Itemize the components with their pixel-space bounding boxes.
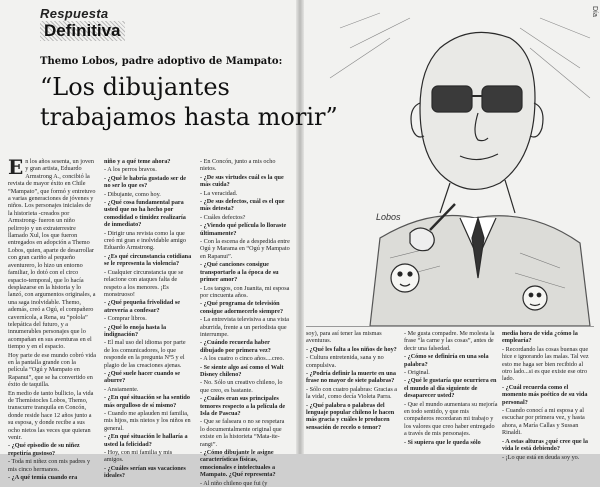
interview-answer: Hoy parte de ese mundo cobró vida en la pantalla grande con la película “Ogú y Mampato en Rapanui”, que se ha convertido en éxito de taquilla. [8, 351, 96, 389]
interview-answer: - Cuando me aplauden mi familia, mis hijos, mis nietos y los niños en general. [104, 410, 191, 432]
interview-question: - ¿Cómo se definiría en una sola palabra? [404, 353, 489, 368]
interview-question: - ¿En qué situación se ha sentido más orgulloso de sí mismo? [104, 394, 190, 409]
interview-question: - ¿Qué lo enoja hasta la indignación? [104, 323, 167, 338]
headline-line-2: trabajamos hasta morir” [40, 103, 338, 131]
interview-answer: - Dirigir una revista como la que creó mi gran e inolvidable amigo Eduardo Armstrong. [104, 229, 186, 252]
illustration-signature: Lobos [376, 212, 401, 222]
interview-question: - ¿De sus defectos, cuál es el que más detesta? [200, 198, 285, 213]
interview-answer: - Cuando conocí a mi esposa y al escuchar por primera vez, y hasta ahora, a María Callas y Sussan Rinaldi. [502, 407, 585, 437]
interview-answer: - Recordando las cosas buenas que hice e ignorando las malas. Tal vez esto me haga ser bien recibido al otro lado...si es que existe ese otro lado. [502, 345, 589, 383]
interview-question: - ¿Cuáles eran sus principales temores respecto a la película de Isla de Pascua? [200, 395, 286, 417]
interview-answer: - Dibujante, como hoy. [104, 190, 161, 198]
section-kicker [40, 6, 270, 41]
interview-question: - ¿Qué episodio de su niñez repetiría gustoso? [8, 442, 80, 457]
interview-question: - ¿Qué programa de televisión consigue adormecerlo siempre? [200, 300, 284, 315]
interview-answer: - A los cuatro o cinco años....creo. [200, 355, 285, 363]
interview-answer: - A los perros bravos. [104, 166, 157, 174]
interview-answer: - Comprar libros. [104, 315, 147, 323]
interview-question: - ¿Cómo dibujante le asigne características físicas, emocionales e intelectuales a Mampato. ¿Qué representa? [200, 449, 276, 479]
interview-question: - ¿Cuáles serían sus vacaciones ideales? [104, 464, 186, 480]
interview-answer: - No. Sólo un creativo chileno, lo que creo, es bastante. [200, 379, 283, 394]
text-column-2 [104, 158, 192, 480]
interview-question: - ¿Qué le gustaría que ocurriera en el mundo al día siguiente de desaparecer usted? [404, 377, 497, 400]
kicker-bottom: Definitiva [40, 21, 125, 41]
text-column-6 [502, 330, 594, 461]
interview-answer: - ¡Lo que está en deuda soy yo. [502, 453, 580, 461]
interview-question: - ¿De sus virtudes cuál es la que más cuida? [200, 173, 284, 189]
page-gutter [296, 0, 304, 454]
interview-question: - ¿Qué le habría gustado ser de no ser lo que es? [104, 174, 187, 190]
interview-answer: - Ansiamente. [104, 385, 139, 393]
interview-question: - ¿Qué les falta a los niños de hoy? [306, 345, 397, 353]
text-column-5 [404, 330, 498, 448]
interview-answer: soy), para así tener las mismas aventuras. [306, 330, 382, 345]
interview-question: niño y a qué teme ahora? [104, 158, 171, 165]
article-headline [40, 72, 360, 132]
interview-question: - ¿Viendo qué película lo lloraste últimamente? [200, 222, 287, 237]
interview-question: media hora de vida ¿cómo la emplearía? [502, 330, 578, 345]
interview-question: - ¿Qué canciones consigue transportarlo a la época de su primer amor? [200, 261, 279, 284]
interview-question: - ¿Podría definir la muerte en una frase no mayor de siete palabras? [306, 370, 396, 385]
interview-answer: - Hoy, con mi familia y mis amigos. [104, 449, 173, 464]
interview-question: - ¿Cuál recuerda como el momento más poético de su vida personal? [502, 383, 588, 406]
interview-answer: - Cuáles defectos? [200, 213, 246, 221]
interview-answer: - La veracidad. [200, 189, 238, 197]
interview-question: - ¿Qué palabra o palabras del lenguaje popular chileno le hacen más gracia y cuáles le producen sensación de recelo o temor? [306, 401, 395, 431]
interview-answer: - Que el mundo aumentara su mejoría en todo sentido, y que mis compañeros recordaran mi trabajo y los valores que creo haber entregado a través de mis personajes. [404, 400, 498, 438]
drop-cap: E [8, 155, 24, 179]
interview-answer: - En Concón, junto a mis ocho nietos. [200, 158, 276, 173]
section-rule [306, 326, 594, 327]
interview-answer: - Me gusta compadre. Me molesta la frase “la carne y las cosas”, antes de decir una falsedad. [404, 330, 495, 352]
interview-question: - Se siente algo así como el Walt Disney chileno? [200, 363, 284, 378]
interview-question: - ¿A qué temía cuando era [8, 474, 78, 482]
interview-question: - ¿Qué cosa fundamental para usted que no ha hecho por comodidad o timidez realizaría de inmediato? [104, 199, 186, 229]
interview-answer: - Toda mi niñez con mis padres y mis cinco hermanos. [8, 458, 91, 473]
kicker-top: Respuesta [40, 6, 109, 21]
interview-answer: - Que se falseara o no se respetara lo documentalmente original que existe en la historieta “Mata-ite-rangi”. [200, 418, 285, 448]
text-column-1 [8, 155, 96, 482]
portrait-illustration [320, 8, 596, 326]
interview-question: - ¿Qué pequeña frivolidad se atrevería a confesar? [104, 299, 180, 314]
interview-answer: - Cultura entretenida, sana y no compulsiva. [306, 354, 384, 369]
interview-answer: - El mal uso del idioma por parte de los comunicadores, lo que responde en la pregunta Nº5 y el plagio de las creaciones ajenas. [104, 339, 186, 369]
intro-paragraph [8, 155, 96, 351]
headline-line-1: “Los dibujantes [40, 73, 230, 101]
page-edge-text: Día [591, 6, 598, 17]
text-column-3 [200, 158, 290, 487]
interview-answer: - Con la escena de a despedida entre Ogú y Marama en “Ogú y Mampato en Rapanui”. [200, 238, 290, 260]
interview-answer: - Cualquier circunstancia que se relacione con ataques falta de respeto a los menores. ¡Es monstruoso! [104, 268, 184, 298]
interview-answer: - La entrevista televisiva a una vista aburrida, frente a un periodista que interrumpe. [200, 316, 289, 338]
interview-question: - ¿En qué situación le hallaría a usted la felicidad? [104, 433, 188, 448]
interview-answer: En medio de tanto bullicio, la vida de Themístocles Lobos, Themo, transcurre tranquila en Concón, donde reside hace 12 años junto a su esposa, y donde recibe a sus ocho nietos las veces que quieran venir. [8, 389, 94, 442]
interview-question: - ¿Qué suele hacer cuando se aburre? [104, 369, 181, 385]
interview-question: - ¿Cuándo recuerda haber dibujado por primera vez? [200, 339, 271, 354]
interview-question: - ¿Es qué circunstancia cotidiana se le representa la violencia? [104, 252, 192, 268]
interview-answer: - Sólo con cuatro palabras: Gracias a la vida!, como decía Violeta Parra. [306, 385, 398, 401]
article-subtitle: Themo Lobos, padre adoptivo de Mampato: [40, 56, 283, 67]
interview-answer: - Al niño chileno que fui (y [200, 479, 268, 487]
interview-question: - Si supiera que le queda sólo [404, 438, 481, 446]
intro-text: n los años sesenta, un joven y gran artista, Eduardo Armstrong A., concibió la revista de mayor éxito en Chile “Mampato”, que formó y entretuvo a varias generaciones de jóvenes y niños. Los personajes iniciales de la historieta -creados por Armstrong- fueron un niño pelirrojo y un extraterrestre llamado Xul, los que fueron entregados en adopción a Themo Lobos, quien, aparte de desarrollar con gran cariño al pequeño aventurero, lo hizo un entorno familiar, lo dotó con el circo espacio-temporal, que lo hacía desplazarse en la historia y lo lanzó, con argumentos originales, a una saga inolvidable. Themo, además, creó a Ogú, el compañero cavernícola, a Rena, su “polola” telepática del futuro, y a innumerables personajes que lo acompañan en sus aventuras en el tiempo y en el espacio. [8, 158, 96, 351]
interview-answer: - Original. [404, 369, 430, 377]
interview-answer: - Los tangos, con Juanita, mi esposa por cincuenta años. [200, 284, 290, 299]
interview-question: - A estas alturas ¿qué cree que la vida le está debiendo? [502, 437, 588, 453]
text-column-4 [306, 330, 400, 448]
